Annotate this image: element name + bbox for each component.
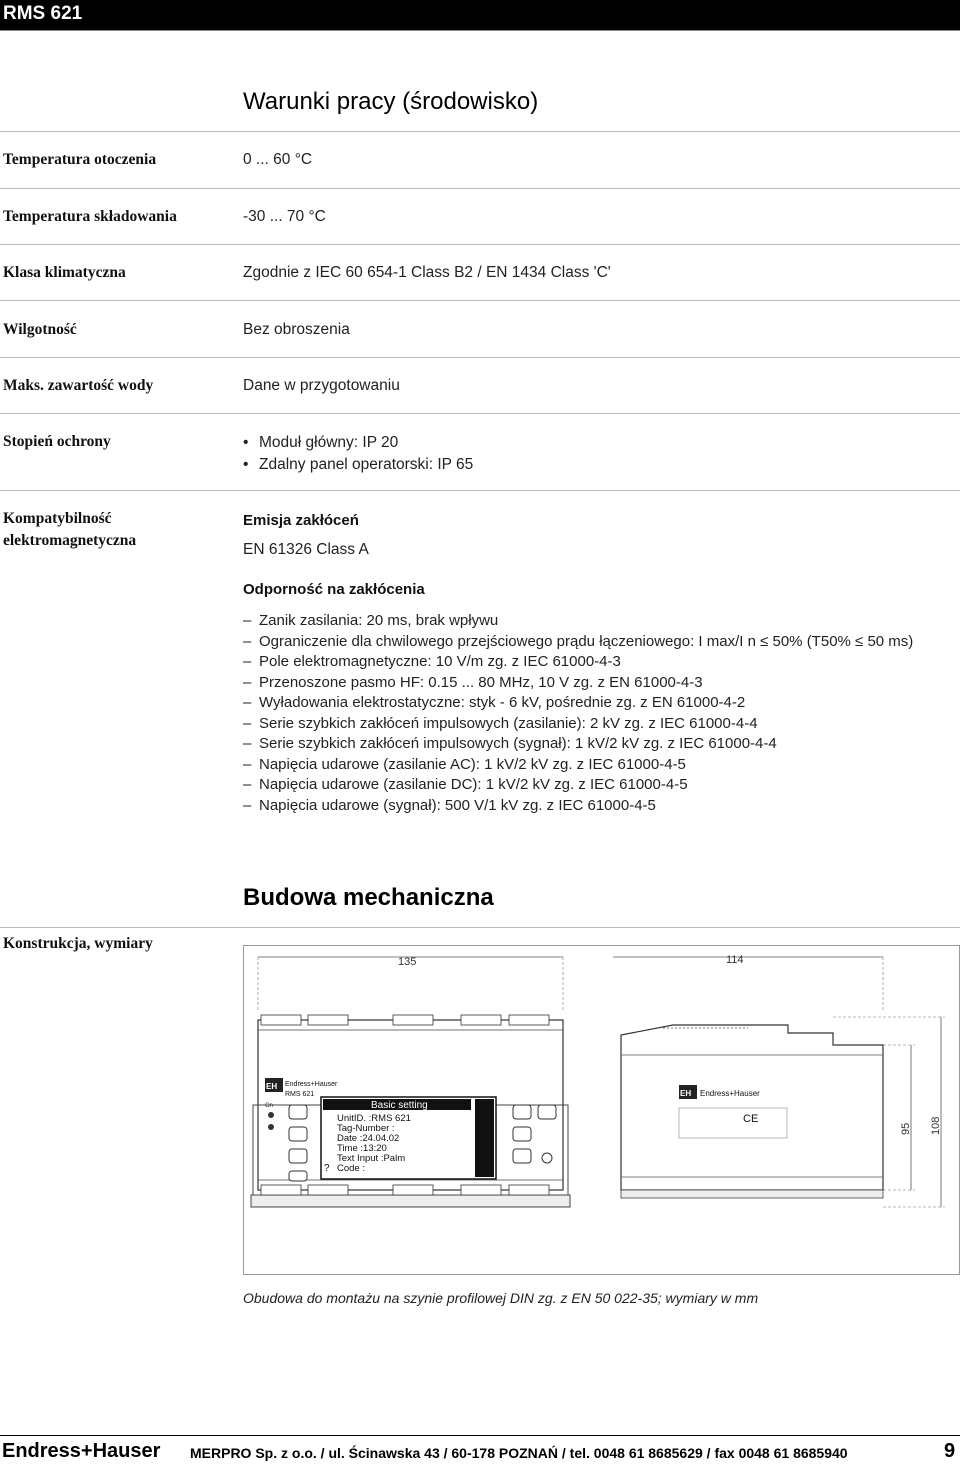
svg-text:Text Input :Palm: Text Input :Palm xyxy=(337,1153,406,1164)
dim-label-95: 95 xyxy=(900,1122,912,1135)
front-view xyxy=(251,1015,570,1207)
emc-label-line2: elektromagnetyczna xyxy=(3,532,137,549)
divider xyxy=(0,413,960,414)
list-item: – Napięcia udarowe (zasilanie AC): 1 kV/2 kV zg. z IEC 61000-4-5 xyxy=(243,755,913,776)
svg-text:Date :24.04.02: Date :24.04.02 xyxy=(337,1133,400,1144)
on-label: On xyxy=(265,1103,274,1109)
ce-mark: CE xyxy=(743,1113,759,1125)
brand-side: Endress+Hauser xyxy=(700,1089,760,1098)
row-value: -30 ... 70 °C xyxy=(243,208,326,225)
row-label: Maks. zawartość wody xyxy=(3,377,154,394)
list-item: • Zdalny panel operatorski: IP 65 xyxy=(243,454,473,476)
list-item: – Napięcia udarowe (sygnał): 500 V/1 kV zg. z IEC 61000-4-5 xyxy=(243,796,913,817)
list-item: – Zanik zasilania: 20 ms, brak wpływu xyxy=(243,611,913,632)
emission-title: Emisja zakłóceń xyxy=(243,512,359,529)
divider xyxy=(0,357,960,358)
protection-label: Stopień ochrony xyxy=(3,433,111,450)
row-value: 0 ... 60 °C xyxy=(243,151,313,168)
front-button xyxy=(289,1105,307,1119)
immunity-list xyxy=(243,611,913,816)
lcd-display xyxy=(321,1097,496,1179)
brand-front: Endress+Hauser xyxy=(285,1081,338,1088)
list-item: – Ograniczenie dla chwilowego przejściowego prądu łączeniowego: I max/I n ≤ 50% (T50% ≤ 50 ms) xyxy=(243,632,913,653)
list-item: – Pole elektromagnetyczne: 10 V/m zg. z IEC 61000-4-3 xyxy=(243,652,913,673)
front-button xyxy=(513,1149,531,1163)
front-button xyxy=(538,1105,556,1119)
front-button xyxy=(289,1127,307,1141)
front-button xyxy=(513,1105,531,1119)
front-button xyxy=(289,1171,307,1181)
list-item: – Napięcia udarowe (zasilanie DC): 1 kV/2 kV zg. z IEC 61000-4-5 xyxy=(243,775,913,796)
dim-label-135: 135 xyxy=(398,956,417,968)
model-front: RMS 621 xyxy=(285,1091,315,1098)
product-title: RMS 621 xyxy=(3,3,83,24)
immunity-title: Odporność na zakłócenia xyxy=(243,581,425,598)
svg-text:UnitID. :RMS 621: UnitID. :RMS 621 xyxy=(337,1113,411,1124)
divider xyxy=(0,927,960,928)
row-label: Wilgotność xyxy=(3,321,77,338)
divider xyxy=(0,131,960,132)
list-item: • Moduł główny: IP 20 xyxy=(243,432,473,454)
row-value: Dane w przygotowaniu xyxy=(243,377,400,394)
svg-text:Tag-Number :: Tag-Number : xyxy=(337,1123,395,1134)
page-number: 9 xyxy=(944,1440,956,1462)
svg-text:Basic setting: Basic setting xyxy=(371,1100,428,1111)
emc-label xyxy=(3,508,136,552)
emission-value: EN 61326 Class A xyxy=(243,541,369,558)
drawing-caption: Obudowa do montażu na szynie profilowej DIN zg. z EN 50 022-35; wymiary w mm xyxy=(243,1290,759,1306)
construction-label: Konstrukcja, wymiary xyxy=(3,935,153,952)
list-item: – Serie szybkich zakłóceń impulsowych (sygnał): 1 kV/2 kV zg. z IEC 61000-4-4 xyxy=(243,734,913,755)
row-value: Zgodnie z IEC 60 654-1 Class B2 / EN 1434 Class 'C' xyxy=(243,264,611,281)
header-band xyxy=(0,0,960,31)
section-title-mechanical: Budowa mechaniczna xyxy=(243,884,494,911)
front-knob xyxy=(542,1153,552,1163)
svg-text:?: ? xyxy=(324,1163,330,1174)
housing-drawing xyxy=(243,945,960,1275)
list-item: – Przenoszone pasmo HF: 0.15 ... 80 MHz, 10 V zg. z EN 61000-4-3 xyxy=(243,673,913,694)
footer-company: MERPRO Sp. z o.o. / ul. Ścinawska 43 / 60-178 POZNAŃ / tel. 0048 61 8685629 / fax 0048 61 8685940 xyxy=(190,1445,848,1461)
section-title-conditions: Warunki pracy (środowisko) xyxy=(243,88,539,115)
svg-text:Code :: Code : xyxy=(337,1163,365,1174)
svg-text:EH: EH xyxy=(680,1089,692,1098)
dim-label-114: 114 xyxy=(726,954,744,966)
svg-text:Time :13:20: Time :13:20 xyxy=(337,1143,387,1154)
divider xyxy=(0,300,960,301)
list-item: – Wyładowania elektrostatyczne: styk - 6 kV, pośrednie zg. z EN 61000-4-2 xyxy=(243,693,913,714)
divider xyxy=(0,188,960,189)
divider xyxy=(0,490,960,491)
svg-text:EH: EH xyxy=(266,1082,278,1091)
front-button xyxy=(289,1149,307,1163)
row-label: Klasa klimatyczna xyxy=(3,264,126,281)
row-label: Temperatura składowania xyxy=(3,208,177,225)
footer-brand: Endress+Hauser xyxy=(2,1440,161,1462)
list-item: – Serie szybkich zakłóceń impulsowych (zasilanie): 2 kV zg. z IEC 61000-4-4 xyxy=(243,714,913,735)
divider xyxy=(0,244,960,245)
row-value: Bez obroszenia xyxy=(243,321,350,338)
emc-label-line1: Kompatybilność xyxy=(3,510,112,527)
row-label: Temperatura otoczenia xyxy=(3,151,157,168)
protection-list xyxy=(243,432,473,476)
side-view xyxy=(621,1025,883,1198)
dim-label-108: 108 xyxy=(930,1116,942,1135)
front-button xyxy=(513,1127,531,1141)
footer-divider xyxy=(0,1435,960,1436)
